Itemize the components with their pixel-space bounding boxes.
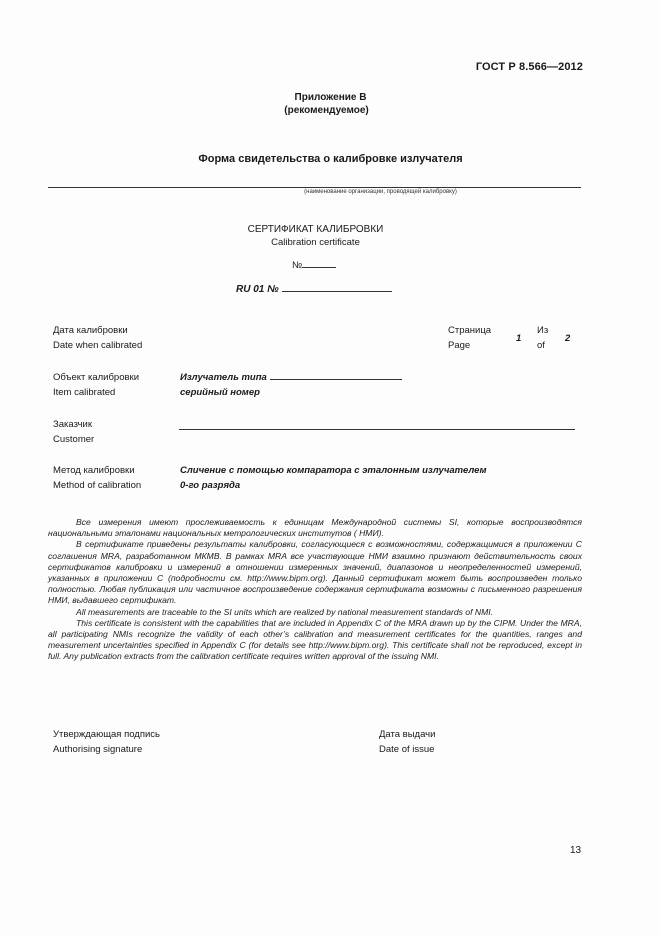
issue-label-ru: Дата выдачи bbox=[379, 729, 436, 740]
organization-caption: (наименование организации, проводящей калибровку) bbox=[304, 189, 457, 195]
item-label-ru: Объект калибровки bbox=[53, 372, 140, 383]
form-title: Форма свидетельства о калибровке излучателя bbox=[198, 153, 463, 165]
certificate-title-en: Calibration certificate bbox=[271, 237, 360, 248]
page-number: 13 bbox=[570, 845, 582, 856]
ru-number-blank bbox=[282, 283, 392, 292]
method-label-ru: Метод калибровки bbox=[53, 465, 135, 476]
item-label-en: Item calibrated bbox=[53, 387, 116, 398]
body-paragraph: В сертификате приведены результаты калибровки, согласующиеся с возможностями, содержащимися в приложении С соглашения MRA, разработанном МКМВ. В рамках MRA все участвующие НМИ взаимно признают действительность своих сертификатов калибровки и измерений в отношении измеренных значений, диапазонов и неопределенностей измерений, указанных в приложении С (подробности см. http://www.bipm.org). Данный сертификат может быть воспроизведен только полностью. Любая публикация или частичное воспроизведение содержания сертификата возможны с письменного разрешения НМИ, выдавшего сертификат. bbox=[48, 539, 582, 606]
method-label-en: Method of calibration bbox=[53, 480, 142, 491]
page-label-en: Page bbox=[448, 340, 471, 351]
method-value-line2: 0-го разряда bbox=[180, 480, 241, 491]
date-label-en: Date when calibrated bbox=[53, 340, 143, 351]
of-label-ru: Из bbox=[537, 325, 549, 336]
of-field-label bbox=[537, 323, 548, 353]
ru-number-label: RU 01 № bbox=[236, 284, 279, 295]
body-paragraph: All measurements are traceable to the SI units which are realized by national measurement standards of NMI. bbox=[76, 606, 494, 617]
of-label-en: of bbox=[537, 340, 545, 351]
date-field-label bbox=[53, 323, 142, 353]
certificate-heading bbox=[0, 223, 661, 249]
page-field-label bbox=[448, 323, 491, 353]
method-value bbox=[180, 463, 486, 493]
annex-heading bbox=[0, 91, 661, 117]
certificate-number bbox=[292, 259, 336, 271]
certificate-number-blank bbox=[302, 259, 336, 268]
item-type-blank bbox=[270, 370, 402, 380]
annex-status: (рекомендуемое) bbox=[284, 105, 369, 116]
item-value bbox=[180, 370, 402, 400]
certificate-title-ru: СЕРТИФИКАТ КАЛИБРОВКИ bbox=[247, 224, 384, 235]
certificate-number-label: № bbox=[292, 260, 303, 271]
method-field-label bbox=[53, 463, 141, 493]
item-serial: серийный номер bbox=[180, 387, 260, 398]
certificate-body-text bbox=[48, 517, 582, 663]
issue-label-en: Date of issue bbox=[379, 744, 435, 755]
item-field-label bbox=[53, 370, 139, 400]
signature-label-ru: Утверждающая подпись bbox=[53, 729, 160, 740]
body-paragraph: Все измерения имеют прослеживаемость к единицам Международной системы SI, которые воспроизводятся национальными эталонами национальных метрологических институтов ( НМИ). bbox=[48, 517, 582, 539]
signature-label bbox=[53, 727, 160, 757]
organization-line bbox=[48, 187, 581, 188]
ru-number bbox=[236, 283, 392, 295]
issue-date-label bbox=[379, 727, 435, 757]
item-type: Излучатель типа bbox=[180, 372, 267, 383]
customer-line bbox=[179, 429, 575, 430]
standard-code: ГОСТ Р 8.566—2012 bbox=[475, 61, 583, 73]
of-value: 2 bbox=[565, 333, 571, 344]
annex-title: Приложение В bbox=[294, 92, 367, 103]
customer-label-en: Customer bbox=[53, 434, 95, 445]
signature-label-en: Authorising signature bbox=[53, 744, 143, 755]
body-paragraph: This certificate is consistent with the capabilities that are included in Appendix C of the MRA drawn up by the CIPM. Under the MRA, all participating NMIs recognize the validity of each other’s calibration and measurement certificates for the quantities, ranges and measurement uncertainties specified in Appendix C (for details see http://www.bipm.org). This certificate shall not be reproduced, except in full. Any publication extracts from the calibration certificate requires written approval of the issuing NMI. bbox=[48, 617, 582, 662]
date-label-ru: Дата калибровки bbox=[53, 325, 128, 336]
customer-label-ru: Заказчик bbox=[53, 419, 93, 430]
page-value: 1 bbox=[516, 333, 522, 344]
customer-field-label bbox=[53, 417, 94, 447]
method-value-line1: Сличение с помощью компаратора с эталонным излучателем bbox=[180, 465, 487, 476]
page-label-ru: Страница bbox=[448, 325, 492, 336]
